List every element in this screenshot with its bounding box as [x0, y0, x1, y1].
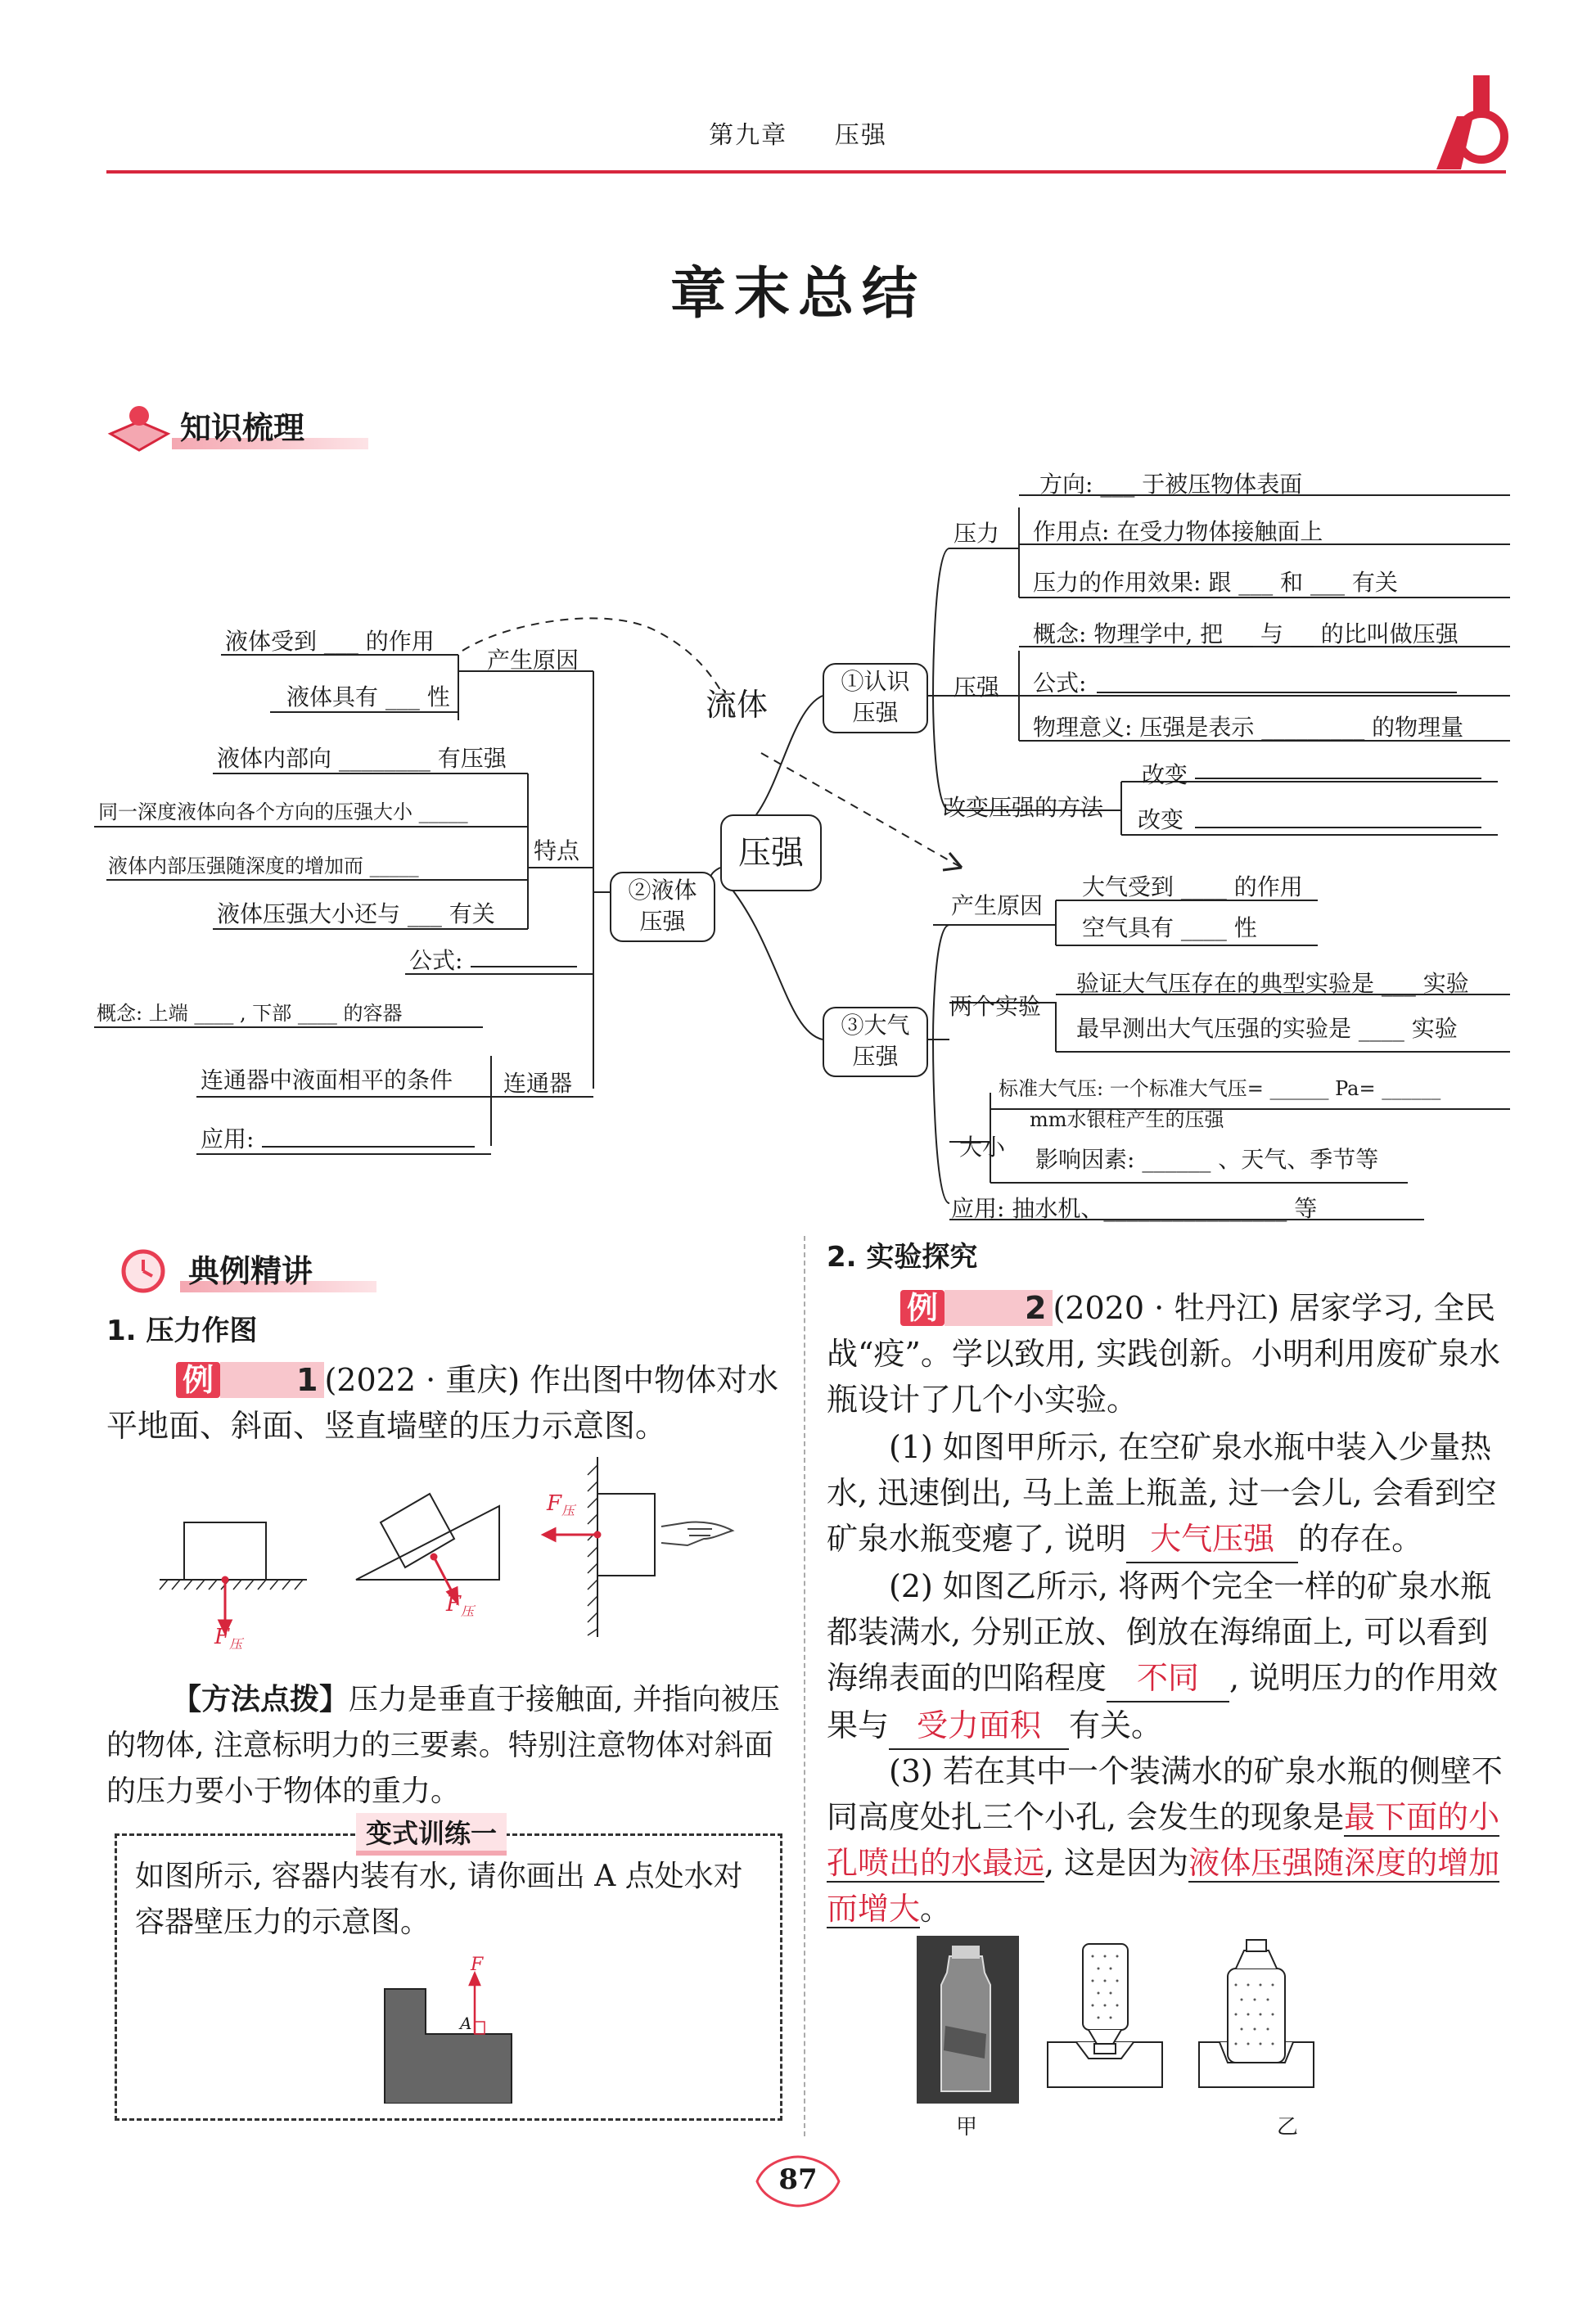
blank-line: [471, 966, 577, 967]
b3-cause-item-2: 空气具有 ____ 性: [1082, 914, 1257, 941]
b2-vessel-item-3: 应用:: [201, 1125, 255, 1152]
force-label-2: [446, 1592, 474, 1620]
question-2-text: (2) 如图乙所示, 将两个完全一样的矿泉水瓶都装满水, 分别正放、倒放在海绵面上, 可以看到海绵表面的凹陷程度: [827, 1568, 1492, 1696]
b1-pressure-item-2: 公式:: [1033, 670, 1087, 697]
b1-force-item-1: 方向: ___ 于被压物体表面: [1039, 471, 1303, 498]
force-symbol: F: [446, 1592, 462, 1617]
topic-label: 压强: [834, 121, 887, 150]
force-label-1: [214, 1625, 242, 1653]
b1-force-item-3: 压力的作用效果: 跟 ___ 和 ___ 有关: [1033, 569, 1398, 596]
b1-change-item-2: 改变: [1138, 806, 1184, 833]
question-2: [827, 1563, 1506, 1750]
b3-experiments-item-1: 验证大气压存在的典型实验是 ___ 实验: [1076, 970, 1469, 997]
b2-cause-label: 产生原因: [487, 647, 579, 674]
b3-size-item-3: 影响因素: ______ 、天气、季节等: [1035, 1146, 1379, 1173]
b2-cause-item-2: 液体具有 ___ 性: [286, 683, 450, 710]
question-3-middle: , 这是因为: [1044, 1845, 1189, 1881]
b2-feature-item-3: 液体内部压强随深度的增加而 _____: [108, 855, 419, 877]
force-subscript: 压: [561, 1503, 575, 1519]
b1-pressure-item-3: 物理意义: 压强是表示 _________ 的物理量: [1033, 714, 1464, 741]
example-1-text: [106, 1357, 786, 1449]
figure-force-label: F: [471, 1955, 484, 1975]
force-label-3: [547, 1491, 575, 1519]
question-3-tail: 。: [920, 1891, 952, 1927]
method-tip: [106, 1676, 786, 1815]
question-1-text: (1) 如图甲所示, 在空矿泉水瓶中装入少量热水, 迅速倒出, 马上盖上瓶盖, 过一会儿, 会看到空矿泉水瓶变瘪了, 说明: [827, 1429, 1497, 1557]
question-1: [827, 1424, 1506, 1563]
question-2-tail: 有关。: [1069, 1707, 1163, 1743]
hand-icon: [661, 1522, 733, 1545]
figure-jia-caption: 甲: [956, 2115, 978, 2140]
force-subscript: 压: [229, 1636, 243, 1653]
blank-line: [1195, 827, 1481, 828]
b2-cause-item-1: 液体受到 ___ 的作用: [225, 628, 435, 655]
method-tip-text: 压力是垂直于接触面, 并指向被压的物体, 注意标明力的三要素。特别注意物体对斜面的压力要小于物体的重力。: [106, 1683, 780, 1808]
question-3-text: (3) 若在其中一个装满水的矿泉水瓶的侧壁不同高度处扎三个小孔, 会发生的现象是: [827, 1753, 1503, 1835]
example-tag: 例: [900, 1290, 945, 1326]
example-2-text: [827, 1285, 1506, 1423]
example-2-intro: (2020 · 牡丹江) 居家学习, 全民战“疫”。学以致用, 实践创新。小明利用废矿泉水瓶设计了几个小实验。: [827, 1290, 1501, 1418]
example-1-heading: 1. 压力作图: [106, 1315, 258, 1347]
b1-change-label: 改变压强的方法: [943, 794, 1104, 821]
figure-yi-caption: 乙: [1277, 2115, 1299, 2140]
b2-feature-item-4: 液体压强大小还与 ___ 有关: [217, 900, 495, 927]
page-title: 章末总结: [670, 261, 926, 327]
force-symbol: F: [547, 1491, 562, 1516]
example-number: 1: [220, 1362, 324, 1398]
b2-features-label: 特点: [534, 837, 580, 864]
b1-pressure-item-1: 概念: 物理学中, 把 __ 与 __ 的比叫做压强: [1033, 620, 1458, 647]
variant-text: 如图所示, 容器内装有水, 请你画出 A 点处水对容器壁压力的示意图。: [135, 1860, 743, 1939]
page-number: 87: [778, 2163, 818, 2196]
b3-size-item-2: mm水银柱产生的压强: [1030, 1108, 1224, 1131]
b2-feature-item-2: 同一深度液体向各个方向的压强大小 _____: [98, 800, 468, 823]
question-1-answer: 大气压强: [1126, 1516, 1298, 1563]
branch-2: ②液体 压强: [610, 872, 715, 942]
chapter-label: 第九章: [709, 121, 788, 150]
blank-line: [1195, 778, 1481, 779]
b1-pressure-label: 压强: [954, 674, 1000, 701]
blank-line: [262, 1146, 475, 1148]
b3-application: 应用: 抽水机、________________ 等: [951, 1195, 1318, 1222]
question-2-middle: , 说明压力的作用效果与: [827, 1660, 1499, 1743]
b1-force-label: 压力: [954, 520, 1000, 547]
b2-vessel-item-2: 连通器中液面相平的条件: [201, 1067, 453, 1094]
question-1-tail: 的存在。: [1298, 1521, 1423, 1557]
b2-vessel-item-1: 概念: 上端 ____ , 下部 ____ 的容器: [97, 1002, 403, 1025]
question-2-answer-2: 受力面积: [889, 1702, 1069, 1750]
blank-line: [1097, 692, 1457, 693]
example-1-body: (2022 · 重庆) 作出图中物体对水平地面、斜面、竖直墙壁的压力示意图。: [106, 1362, 779, 1444]
flow-label: 流体: [706, 687, 769, 723]
b1-force-item-2: 作用点: 在受力物体接触面上: [1033, 518, 1323, 545]
b3-experiments-item-2: 最早测出大气压强的实验是 ____ 实验: [1076, 1015, 1458, 1042]
section-knowledge-title: 知识梳理: [180, 410, 305, 446]
b3-size-label: 大小: [959, 1134, 1006, 1161]
mindmap-center: 压强: [720, 814, 822, 891]
force-symbol: F: [214, 1625, 230, 1649]
container-figure: [376, 1960, 524, 2104]
example-tag: 例: [176, 1362, 220, 1398]
alarm-clock-icon: [115, 1240, 172, 1297]
b3-experiments-label: 两个实验: [949, 993, 1042, 1020]
question-2-answer-1: 不同: [1107, 1655, 1229, 1702]
example-number: 2: [945, 1290, 1053, 1326]
branch-1: ①认识 压强: [823, 663, 928, 733]
column-divider: [804, 1236, 805, 2136]
figure-point-a-label: A: [460, 2014, 472, 2033]
bottle-figures: [913, 1936, 1453, 2112]
question-3-answer-1: 最下面的小孔喷出的水最远: [827, 1799, 1500, 1881]
b3-cause-label: 产生原因: [951, 892, 1044, 919]
variant-title: 变式训练一: [356, 1813, 507, 1856]
branch-3: ③大气 压强: [823, 1007, 928, 1077]
b2-feature-item-1: 液体内部向 ________ 有压强: [217, 745, 507, 772]
b3-size-item-1: 标准大气压: 一个标准大气压= ______ Pa= ______: [999, 1077, 1441, 1100]
section-examples-title: 典例精讲: [188, 1253, 313, 1289]
b2-vessel-label: 连通器: [503, 1070, 573, 1097]
question-3-answer-2: 液体压强随深度的增加而增大: [827, 1845, 1500, 1927]
method-tip-title: 【方法点拨】: [172, 1682, 349, 1716]
b1-change-item-1: 改变: [1142, 761, 1188, 788]
question-3: [827, 1748, 1506, 1932]
b2-formula: 公式:: [409, 947, 463, 974]
b3-cause-item-1: 大气受到 ____ 的作用: [1082, 873, 1303, 900]
example-2-heading: 2. 实验探究: [827, 1241, 978, 1274]
force-subscript: 压: [461, 1603, 475, 1620]
